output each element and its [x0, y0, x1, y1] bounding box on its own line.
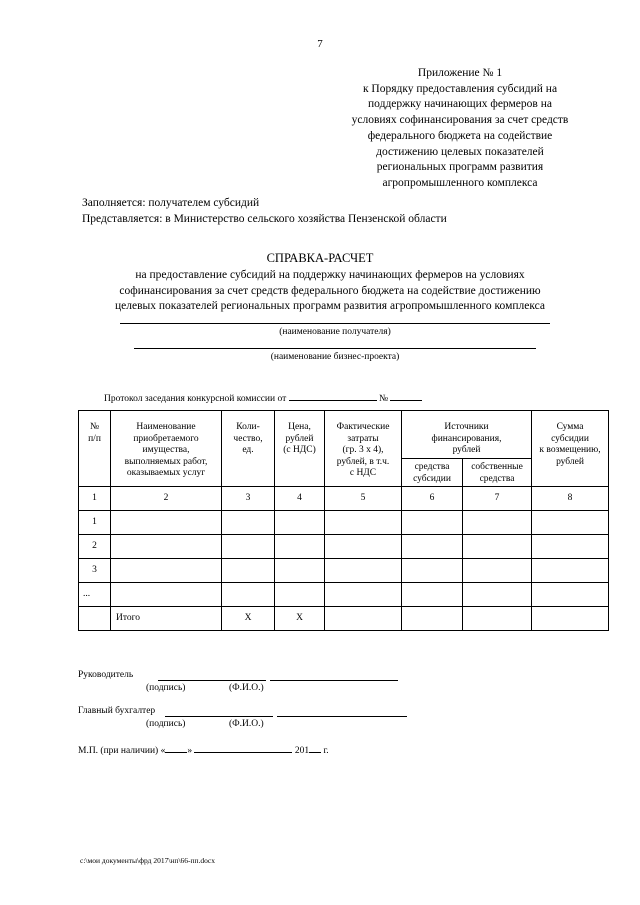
protocol-date-field[interactable] [289, 390, 377, 401]
protocol-line [104, 390, 422, 404]
column-number: 3 [222, 487, 275, 511]
director-signature-line[interactable] [158, 680, 266, 681]
cell-own-funds[interactable] [463, 535, 532, 559]
stamp-date-line [78, 742, 329, 756]
total-actual-costs[interactable] [325, 607, 402, 631]
header-col-own-funds: собственные средства [463, 459, 532, 487]
header-col-name: Наименование приобретаемого имущества, выполняемых работ, оказываемых услуг [111, 411, 222, 487]
appendix-line: федерального бюджета на содействие [367, 129, 553, 142]
total-row [79, 607, 609, 631]
appendix-line: региональных программ развития [376, 161, 544, 174]
appendix-line: агропромышленного комплекса [382, 176, 538, 189]
cell-subsidy-amount[interactable] [532, 535, 609, 559]
protocol-label: Протокол заседания конкурсной комиссии от [104, 394, 287, 404]
subtitle-line: целевых показателей региональных программ развития агропромышленного комплекса [115, 300, 545, 312]
chief-accountant-label: Главный бухгалтер [78, 706, 156, 716]
table-row [79, 535, 609, 559]
cell-subsidy-amount[interactable] [532, 583, 609, 607]
subtitle-line: софинансирования за счет средств федерального бюджета на содействие достижению [119, 284, 541, 297]
row-number: 1 [79, 511, 111, 535]
cell-name[interactable] [111, 559, 222, 583]
cell-subsidy-funds[interactable] [402, 535, 463, 559]
submitted-to: Представляется: в Министерство сельского хозяйства Пензенской области [82, 213, 447, 225]
table-row [79, 583, 609, 607]
header-col-number: № п/п [79, 411, 111, 487]
header-col-subsidy-amount: Сумма субсидии к возмещению, рублей [532, 411, 609, 487]
protocol-number-label: № [379, 394, 389, 404]
business-project-field-line[interactable] [134, 348, 536, 349]
header-col-actual-costs: Фактические затраты (гр. 3 х 4), рублей, в т.ч. с НДС [325, 411, 402, 487]
accountant-signature-line[interactable] [165, 716, 273, 717]
column-number: 7 [463, 487, 532, 511]
cell-price[interactable] [275, 511, 325, 535]
column-number: 6 [402, 487, 463, 511]
header-col-price: Цена, рублей (с НДС) [275, 411, 325, 487]
cell-subsidy-funds[interactable] [402, 583, 463, 607]
cell-quantity[interactable] [222, 535, 275, 559]
director-fio-hint: (Ф.И.О.) [229, 683, 264, 693]
header-col-subsidy-funds: средства субсидии [402, 459, 463, 487]
cell-quantity[interactable] [222, 511, 275, 535]
appendix-line: поддержку начинающих фермеров на [368, 98, 552, 111]
stamp-label: М.П. (при наличии) « [78, 746, 166, 756]
cell-name[interactable] [111, 511, 222, 535]
fill-info [82, 195, 447, 227]
column-number: 8 [532, 487, 609, 511]
year-suffix: г. [323, 746, 329, 756]
cell-name[interactable] [111, 535, 222, 559]
accountant-fio-line[interactable] [277, 716, 407, 717]
subtitle-line: на предоставление субсидий на поддержку начинающих фермеров на условиях [135, 269, 525, 281]
cell-quantity[interactable] [222, 559, 275, 583]
appendix-line: условиях софинансирования за счет средств [351, 114, 569, 127]
cell-actual-costs[interactable] [325, 535, 402, 559]
column-number: 1 [79, 487, 111, 511]
header-col-quantity: Коли- чество, ед. [222, 411, 275, 487]
year-prefix: 201 [294, 746, 310, 756]
cell-quantity[interactable] [222, 583, 275, 607]
page-number: 7 [317, 38, 323, 50]
table-row [79, 511, 609, 535]
recipient-caption: (наименование получателя) [279, 327, 391, 337]
column-number: 4 [275, 487, 325, 511]
appendix-line: Приложение № 1 [417, 67, 503, 79]
day-field[interactable] [165, 742, 187, 753]
cell-actual-costs[interactable] [325, 511, 402, 535]
cell-subsidy-funds[interactable] [402, 511, 463, 535]
cell-name[interactable] [111, 583, 222, 607]
cell-price[interactable] [275, 583, 325, 607]
total-own-funds[interactable] [463, 607, 532, 631]
accountant-signature-hint: (подпись) [146, 719, 186, 729]
table-row [79, 559, 609, 583]
cell-actual-costs[interactable] [325, 559, 402, 583]
cell-subsidy-amount[interactable] [532, 559, 609, 583]
date-mid: » [187, 746, 193, 756]
accountant-fio-hint: (Ф.И.О.) [229, 719, 264, 729]
column-number: 5 [325, 487, 402, 511]
cell-own-funds[interactable] [463, 559, 532, 583]
month-field[interactable] [194, 742, 292, 753]
row-number: 3 [79, 559, 111, 583]
filled-by: Заполняется: получателем субсидий [82, 197, 260, 209]
header-group-funding-sources: Источники финансирования, рублей [402, 411, 532, 459]
recipient-field-line[interactable] [120, 323, 550, 324]
total-subsidy-funds[interactable] [402, 607, 463, 631]
row-number: ... [79, 583, 111, 607]
director-fio-line[interactable] [270, 680, 398, 681]
total-subsidy-amount[interactable] [532, 607, 609, 631]
protocol-number-field[interactable] [390, 390, 422, 401]
document-subtitle [80, 268, 580, 315]
cell-subsidy-funds[interactable] [402, 559, 463, 583]
document-title: СПРАВКА-РАСЧЕТ [266, 251, 374, 265]
cell-actual-costs[interactable] [325, 583, 402, 607]
calculation-table [78, 410, 609, 631]
director-signature-hint: (подпись) [146, 683, 186, 693]
cell-price[interactable] [275, 559, 325, 583]
footer-file-path: c:\мои документы\фрд 2017\нп\66-пп.docx [80, 856, 215, 865]
total-price: Х [275, 607, 325, 631]
director-label: Руководитель [78, 670, 134, 680]
appendix-header [330, 66, 590, 192]
business-project-caption: (наименование бизнес-проекта) [270, 352, 400, 362]
total-number [79, 607, 111, 631]
column-number: 2 [111, 487, 222, 511]
appendix-line: к Порядку предоставления субсидий на [362, 82, 558, 95]
cell-price[interactable] [275, 535, 325, 559]
total-quantity: Х [222, 607, 275, 631]
row-number: 2 [79, 535, 111, 559]
total-label: Итого [111, 607, 222, 631]
cell-own-funds[interactable] [463, 511, 532, 535]
cell-subsidy-amount[interactable] [532, 511, 609, 535]
appendix-line: достижению целевых показателей [376, 145, 544, 158]
cell-own-funds[interactable] [463, 583, 532, 607]
year-field[interactable] [309, 742, 321, 753]
